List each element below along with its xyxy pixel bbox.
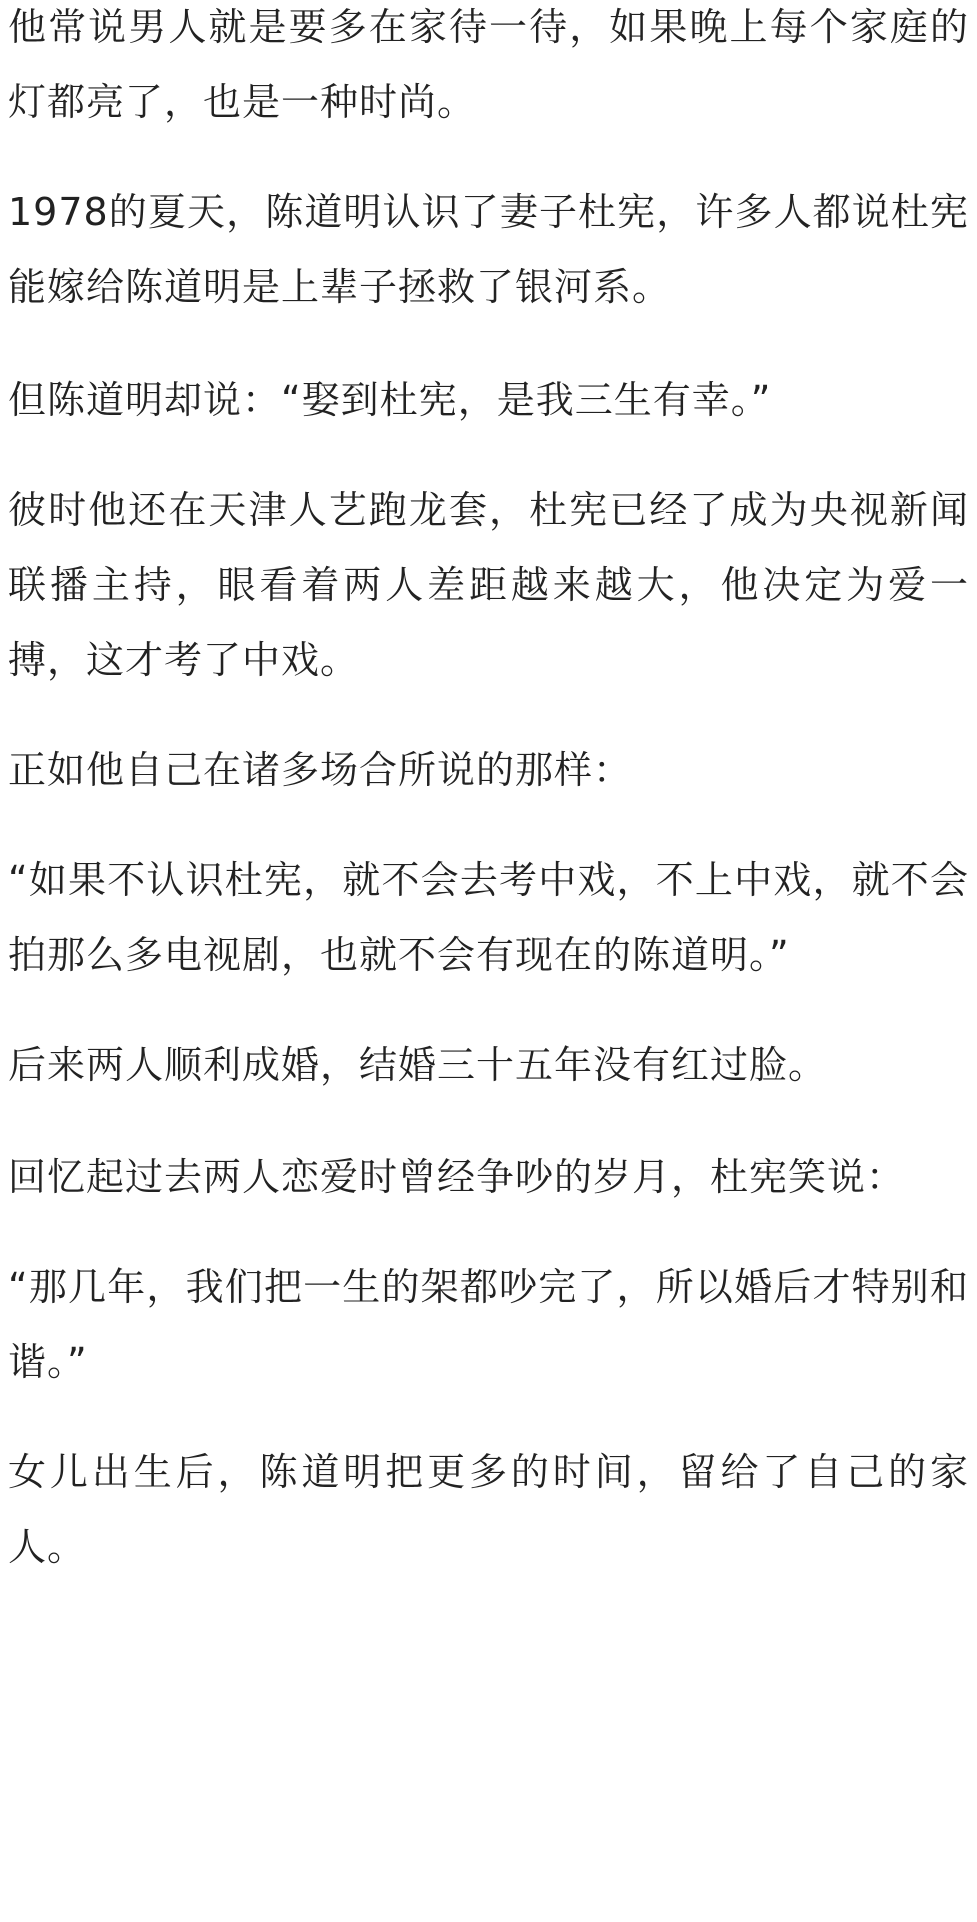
text-line: 但陈道明却说：“娶到杜宪，是我三生有幸。” <box>8 378 772 422</box>
text-line: 能嫁给陈道明是上辈子拯救了银河系。 <box>8 265 672 309</box>
text-line: 他常说男人就是要多在家待一待，如果晚上每个家庭的 <box>8 5 969 49</box>
text-line: 后来两人顺利成婚，结婚三十五年没有红过脸。 <box>8 1043 828 1087</box>
text-line: 灯都亮了，也是一种时尚。 <box>8 80 477 124</box>
text-line: 搏，这才考了中戏。 <box>8 638 360 682</box>
text-line: 正如他自己在诸多场合所说的那样： <box>8 748 633 792</box>
text-line: 彼时他还在天津人艺跑龙套，杜宪已经了成为央视新闻 <box>8 488 969 532</box>
text-line: 1978的夏天，陈道明认识了妻子杜宪，许多人都说杜宪 <box>8 190 969 234</box>
text-line: 人。 <box>8 1525 87 1569</box>
text-line: 拍那么多电视剧，也就不会有现在的陈道明。” <box>8 933 790 977</box>
text-line: “那几年，我们把一生的架都吵完了，所以婚后才特别和 <box>8 1265 969 1309</box>
text-line: 女儿出生后，陈道明把更多的时间，留给了自己的家 <box>8 1450 969 1494</box>
text-line: 谐。” <box>8 1340 88 1384</box>
text-line: 回忆起过去两人恋爱时曾经争吵的岁月，杜宪笑说： <box>8 1155 906 1199</box>
text-line: “如果不认识杜宪，就不会去考中戏，不上中戏，就不会 <box>8 858 969 902</box>
text-line: 联播主持，眼看着两人差距越来越大，他决定为爱一 <box>8 563 969 607</box>
